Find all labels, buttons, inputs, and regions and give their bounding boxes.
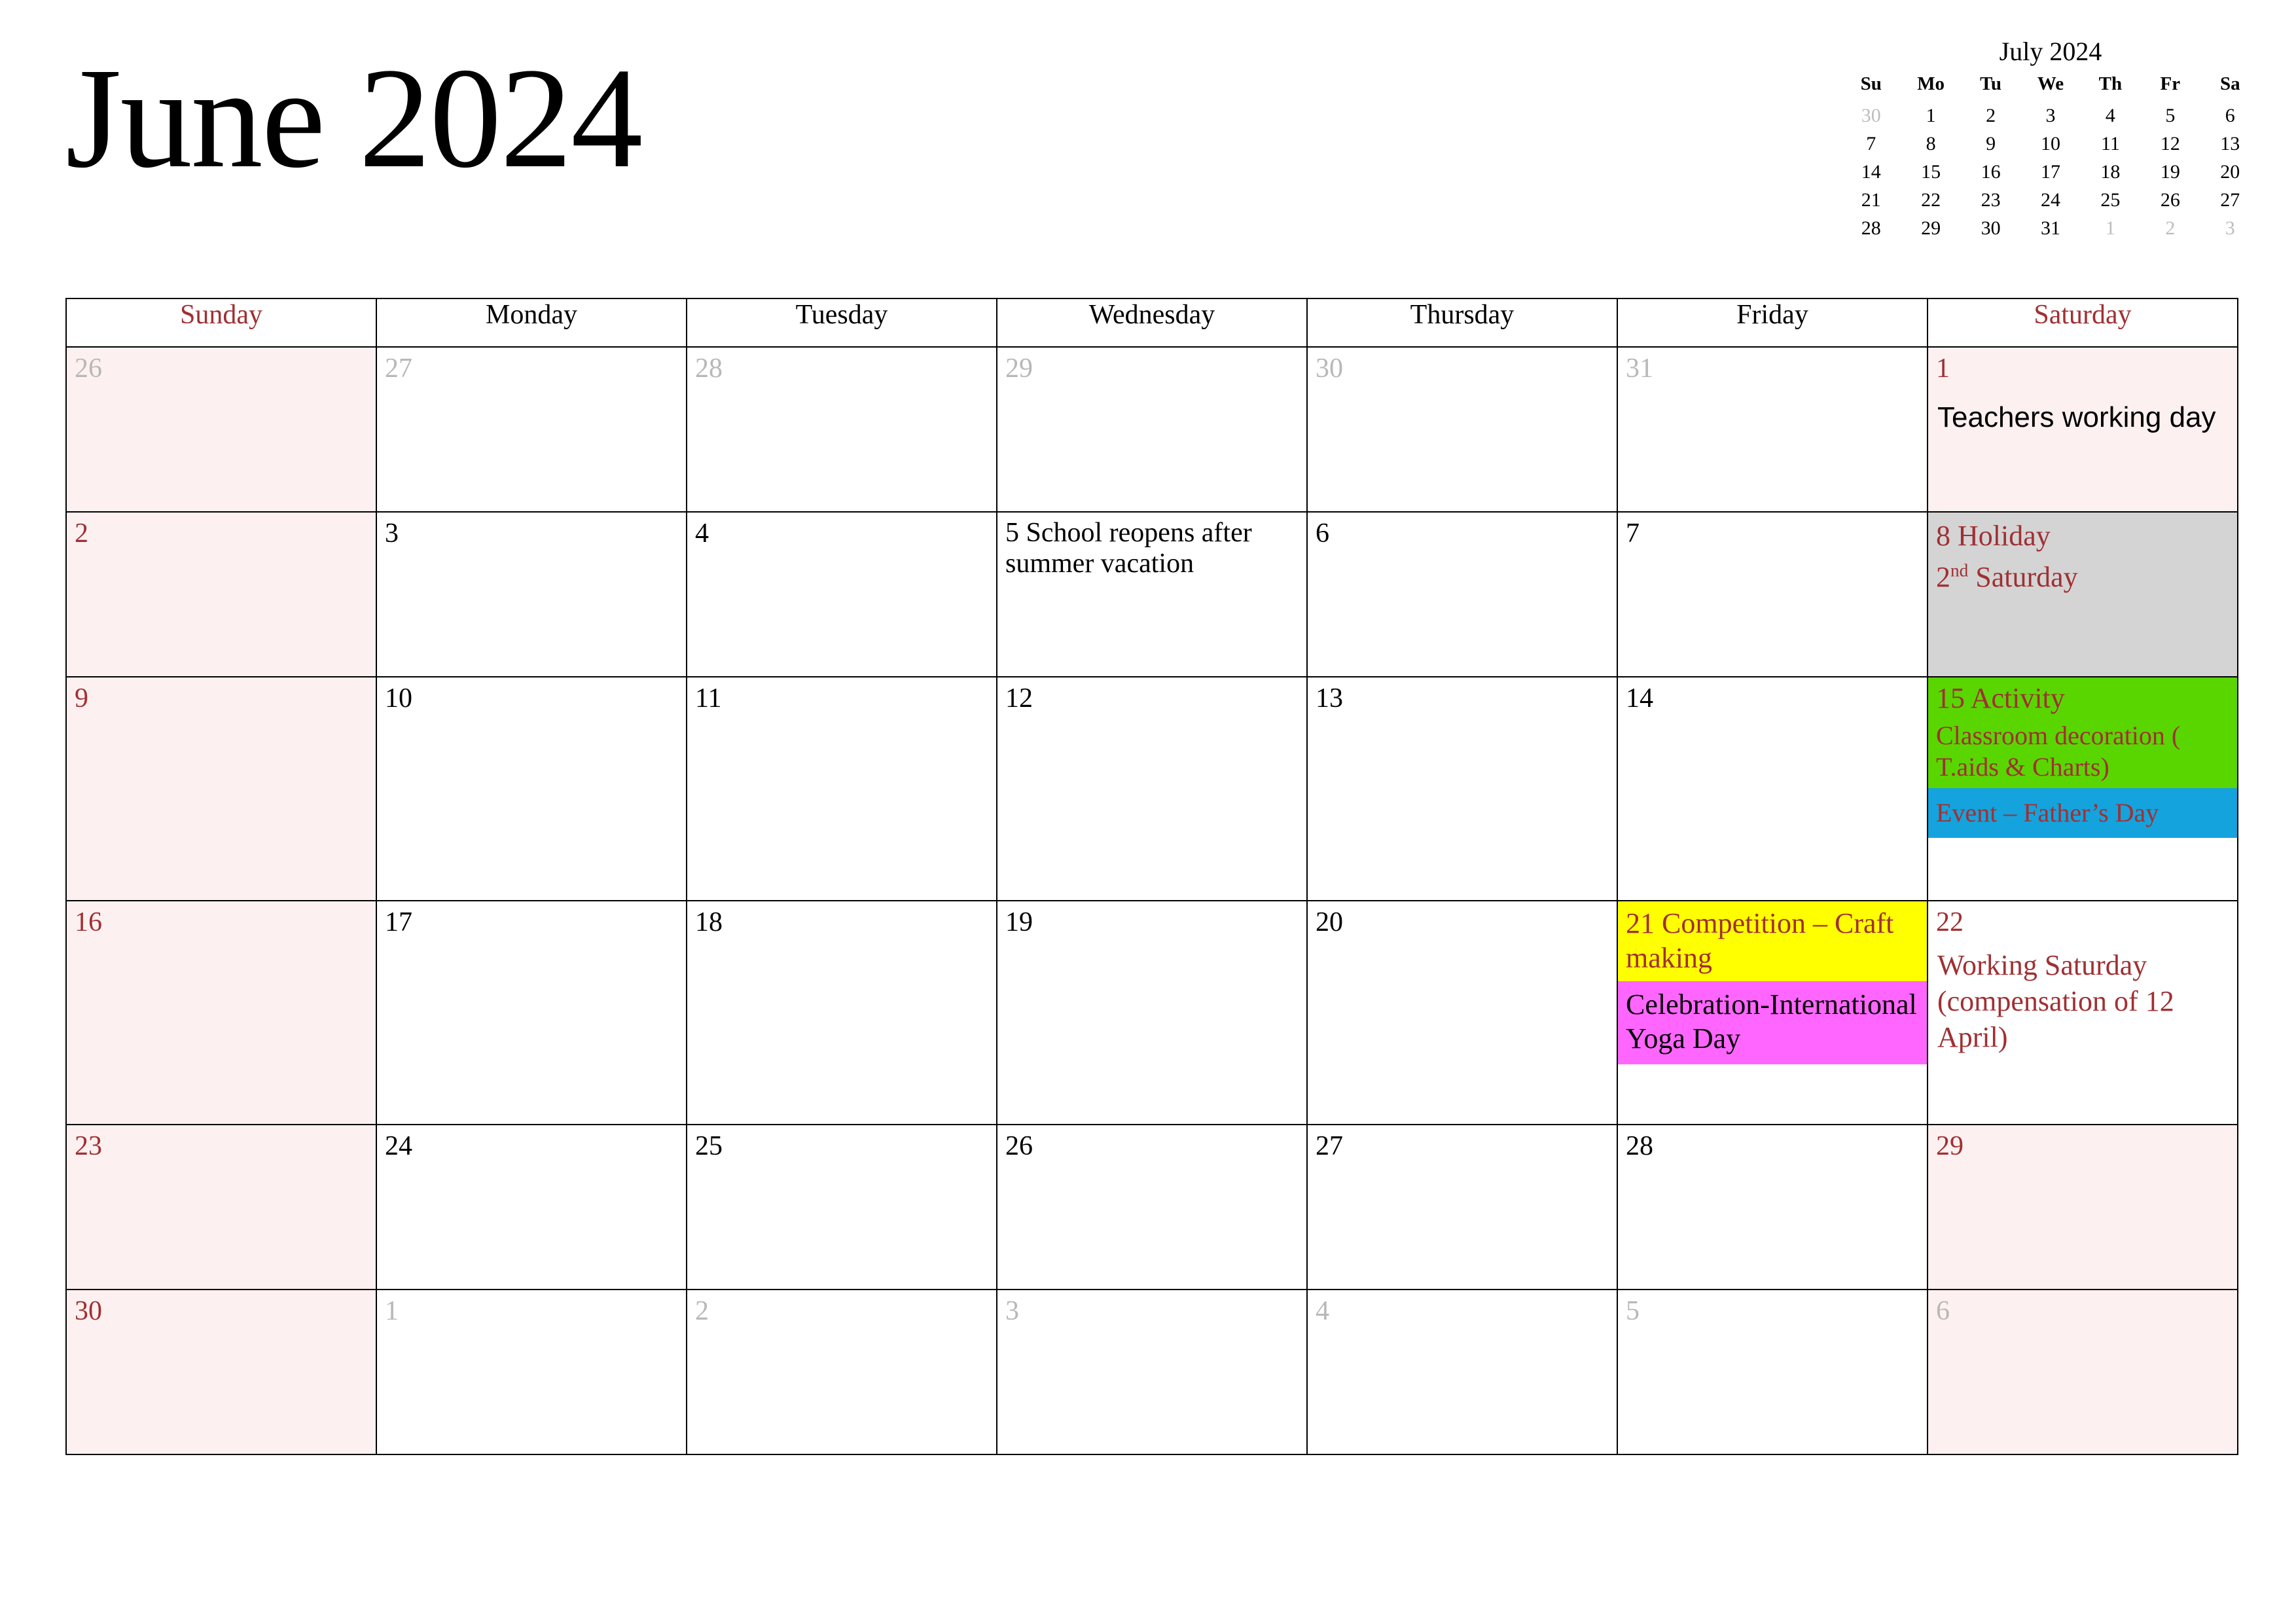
mini-day: 25 xyxy=(2100,189,2121,211)
day-number: 18 xyxy=(695,907,723,937)
mini-day: 23 xyxy=(1981,189,2001,211)
calendar-week-row xyxy=(66,1290,2238,1454)
day-cell-jun-26[interactable] xyxy=(997,1125,1307,1290)
mini-month-title: July 2024 xyxy=(1999,37,2102,66)
mini-day: 31 xyxy=(2040,217,2060,239)
day-number: 1 xyxy=(385,1296,399,1326)
day-number: 6 xyxy=(1316,518,1329,549)
day-cell-may-28[interactable] xyxy=(687,347,997,512)
day-cell-may-31[interactable] xyxy=(1617,347,1928,512)
day-number: 30 xyxy=(75,1296,102,1326)
day-cell-jun-06[interactable] xyxy=(1307,512,1617,677)
mini-dow: We xyxy=(2037,73,2064,94)
mini-day: 17 xyxy=(2040,161,2060,183)
mini-day: 30 xyxy=(1981,217,2001,239)
mini-day: 27 xyxy=(2220,189,2240,211)
day-cell-jun-23[interactable] xyxy=(66,1125,376,1290)
working-saturday-note: Working Saturday (compensation of 12 April) xyxy=(1937,949,2174,1053)
day-cell-jun-11[interactable] xyxy=(687,677,997,901)
mini-day: 10 xyxy=(2040,133,2060,154)
day-cell-jun-09[interactable] xyxy=(66,677,376,901)
day-cell-jun-19[interactable] xyxy=(997,901,1307,1125)
mini-day: 3 xyxy=(2045,105,2056,126)
day-number: 29 xyxy=(1936,1131,1964,1161)
mini-day: 18 xyxy=(2100,161,2121,183)
mini-day: 16 xyxy=(1981,161,2001,183)
mini-day: 9 xyxy=(1986,133,1996,154)
day-number: 9 xyxy=(75,683,88,713)
day-cell-jun-03[interactable] xyxy=(376,512,687,677)
day-number: 4 xyxy=(695,518,709,549)
day-cell-jul-06[interactable] xyxy=(1928,1290,2238,1454)
weekday-header-tuesday: Tuesday xyxy=(687,298,997,347)
day-number-with-event: 5 School reopens after summer vacation xyxy=(1005,518,1252,579)
calendar-week-row xyxy=(66,1125,2238,1290)
day-number: 24 xyxy=(385,1131,412,1161)
mini-day: 11 xyxy=(2100,133,2120,154)
weekday-header-sunday: Sunday xyxy=(66,298,376,347)
day-number: 14 xyxy=(1626,683,1653,713)
day-cell-jun-30[interactable] xyxy=(66,1290,376,1454)
day-cell-jul-03[interactable] xyxy=(997,1290,1307,1454)
second-saturday-label xyxy=(1928,554,2237,595)
calendar-week-row xyxy=(66,512,2238,677)
mini-day: 19 xyxy=(2160,161,2180,183)
mini-day: 2 xyxy=(2165,217,2176,239)
day-cell-jul-02[interactable] xyxy=(687,1290,997,1454)
competition-block: 21 Competition – Craft making xyxy=(1618,901,1927,981)
mini-dow: Mo xyxy=(1917,73,1945,94)
day-number: 12 xyxy=(1005,683,1033,713)
mini-day: 26 xyxy=(2160,189,2180,211)
mini-day: 2 xyxy=(1986,105,1996,126)
day-cell-may-30[interactable] xyxy=(1307,347,1617,512)
day-cell-jun-18[interactable] xyxy=(687,901,997,1125)
mini-day: 24 xyxy=(2040,189,2060,211)
mini-day: 1 xyxy=(1926,105,1936,126)
mini-day: 20 xyxy=(2220,161,2240,183)
cell-spacer xyxy=(1928,838,2237,900)
mini-day: 7 xyxy=(1866,133,1876,154)
calendar-week-row xyxy=(66,347,2238,512)
day-cell-jun-08[interactable] xyxy=(1928,512,2238,677)
mini-day: 3 xyxy=(2225,217,2235,239)
mini-day: 14 xyxy=(1861,161,1881,183)
day-cell-jun-17[interactable] xyxy=(376,901,687,1125)
day-number: 13 xyxy=(1316,683,1343,713)
day-cell-may-26[interactable] xyxy=(66,347,376,512)
mini-day: 6 xyxy=(2225,105,2235,126)
mini-dow: Fr xyxy=(2160,73,2181,94)
day-number: 26 xyxy=(75,353,102,384)
mini-month-july xyxy=(1841,36,2260,240)
day-cell-jun-01[interactable] xyxy=(1928,347,2238,512)
day-number: 2 xyxy=(695,1296,709,1326)
calendar-week-row xyxy=(66,901,2238,1125)
day-cell-jun-27[interactable] xyxy=(1307,1125,1617,1290)
second-saturday-rest: Saturday xyxy=(1968,561,2078,593)
day-number: 23 xyxy=(75,1131,102,1161)
day-number: 28 xyxy=(695,353,723,384)
mini-day: 12 xyxy=(2160,133,2180,154)
mini-dow: Tu xyxy=(1980,73,2001,94)
day-number: 6 xyxy=(1936,1296,1950,1326)
mini-day: 21 xyxy=(1861,189,1881,211)
weekday-header-thursday: Thursday xyxy=(1307,298,1617,347)
day-number: 11 xyxy=(695,683,722,713)
day-number: 28 xyxy=(1626,1131,1653,1161)
mini-dow: Sa xyxy=(2219,73,2240,94)
mini-day: 30 xyxy=(1861,105,1881,126)
day-cell-jun-24[interactable] xyxy=(376,1125,687,1290)
day-number: 3 xyxy=(385,518,399,549)
day-number: 3 xyxy=(1005,1296,1019,1326)
day-cell-may-29[interactable] xyxy=(997,347,1307,512)
page-title: June 2024 xyxy=(65,38,642,198)
mini-day: 29 xyxy=(1921,217,1941,239)
day-number: 5 xyxy=(1626,1296,1640,1326)
event-teachers-working-day: Teachers working day xyxy=(1937,401,2216,433)
day-cell-jun-25[interactable] xyxy=(687,1125,997,1290)
day-number: 20 xyxy=(1316,907,1343,937)
day-number: 27 xyxy=(385,353,412,384)
day-number: 30 xyxy=(1316,353,1343,384)
holiday-label: 8 Holiday xyxy=(1936,520,2051,552)
day-cell-jun-04[interactable] xyxy=(687,512,997,677)
day-cell-jun-22[interactable] xyxy=(1928,901,2238,1125)
mini-dow: Th xyxy=(2098,73,2123,94)
weekday-header-friday: Friday xyxy=(1617,298,1928,347)
mini-month-grid xyxy=(1841,73,2260,240)
mini-day: 13 xyxy=(2220,133,2240,154)
day-cell-jun-12[interactable] xyxy=(997,677,1307,901)
day-number: 1 xyxy=(1936,353,1950,384)
mini-day: 15 xyxy=(1921,161,1941,183)
day-cell-jun-28[interactable] xyxy=(1617,1125,1928,1290)
second-saturday-number: 2 xyxy=(1936,561,1950,593)
activity-block xyxy=(1928,677,2237,788)
event-fathers-day: Event – Father’s Day xyxy=(1928,788,2237,838)
calendar-header xyxy=(0,0,2296,275)
activity-title: 15 Activity xyxy=(1936,682,2065,714)
mini-day: 8 xyxy=(1926,133,1936,154)
mini-day: 5 xyxy=(2165,105,2176,126)
day-cell-jun-13[interactable] xyxy=(1307,677,1617,901)
day-number: 29 xyxy=(1005,353,1033,384)
activity-detail: Classroom decoration ( T.aids & Charts) xyxy=(1936,721,2181,782)
weekday-header-row xyxy=(66,298,2238,347)
cell-spacer xyxy=(1618,1064,1927,1124)
day-number: 2 xyxy=(75,518,88,549)
day-cell-jun-02[interactable] xyxy=(66,512,376,677)
mini-day: 28 xyxy=(1861,217,1881,239)
day-cell-jun-10[interactable] xyxy=(376,677,687,901)
day-cell-jun-05[interactable] xyxy=(997,512,1307,677)
day-number: 16 xyxy=(75,907,102,937)
mini-day: 4 xyxy=(2105,105,2115,126)
month-calendar-table xyxy=(65,298,2238,1455)
day-cell-jun-16[interactable] xyxy=(66,901,376,1125)
day-number: 17 xyxy=(385,907,412,937)
day-cell-jun-07[interactable] xyxy=(1617,512,1928,677)
calendar-week-row xyxy=(66,677,2238,901)
day-cell-jun-20[interactable] xyxy=(1307,901,1617,1125)
day-cell-jul-05[interactable] xyxy=(1617,1290,1928,1454)
weekday-header-saturday: Saturday xyxy=(1928,298,2238,347)
mini-day: 1 xyxy=(2105,217,2115,239)
day-number: 22 xyxy=(1936,907,1964,937)
day-number: 26 xyxy=(1005,1131,1033,1161)
celebration-yoga-day-block: Celebration-International Yoga Day xyxy=(1618,981,1927,1065)
day-number: 7 xyxy=(1626,518,1640,549)
day-number: 27 xyxy=(1316,1131,1343,1161)
day-number: 10 xyxy=(385,683,412,713)
weekday-header-monday: Monday xyxy=(376,298,687,347)
mini-day: 22 xyxy=(1921,189,1941,211)
day-cell-jun-14[interactable] xyxy=(1617,677,1928,901)
day-cell-jun-15[interactable] xyxy=(1928,677,2238,901)
day-number: 25 xyxy=(695,1131,723,1161)
day-number: 19 xyxy=(1005,907,1033,937)
weekday-header-wednesday: Wednesday xyxy=(997,298,1307,347)
day-cell-jun-21[interactable] xyxy=(1617,901,1928,1125)
day-cell-jul-01[interactable] xyxy=(376,1290,687,1454)
day-cell-jun-29[interactable] xyxy=(1928,1125,2238,1290)
day-number: 31 xyxy=(1626,353,1653,384)
day-cell-jul-04[interactable] xyxy=(1307,1290,1617,1454)
mini-dow: Su xyxy=(1860,73,1882,94)
day-number: 4 xyxy=(1316,1296,1329,1326)
second-saturday-suffix: nd xyxy=(1950,560,1969,581)
day-cell-may-27[interactable] xyxy=(376,347,687,512)
